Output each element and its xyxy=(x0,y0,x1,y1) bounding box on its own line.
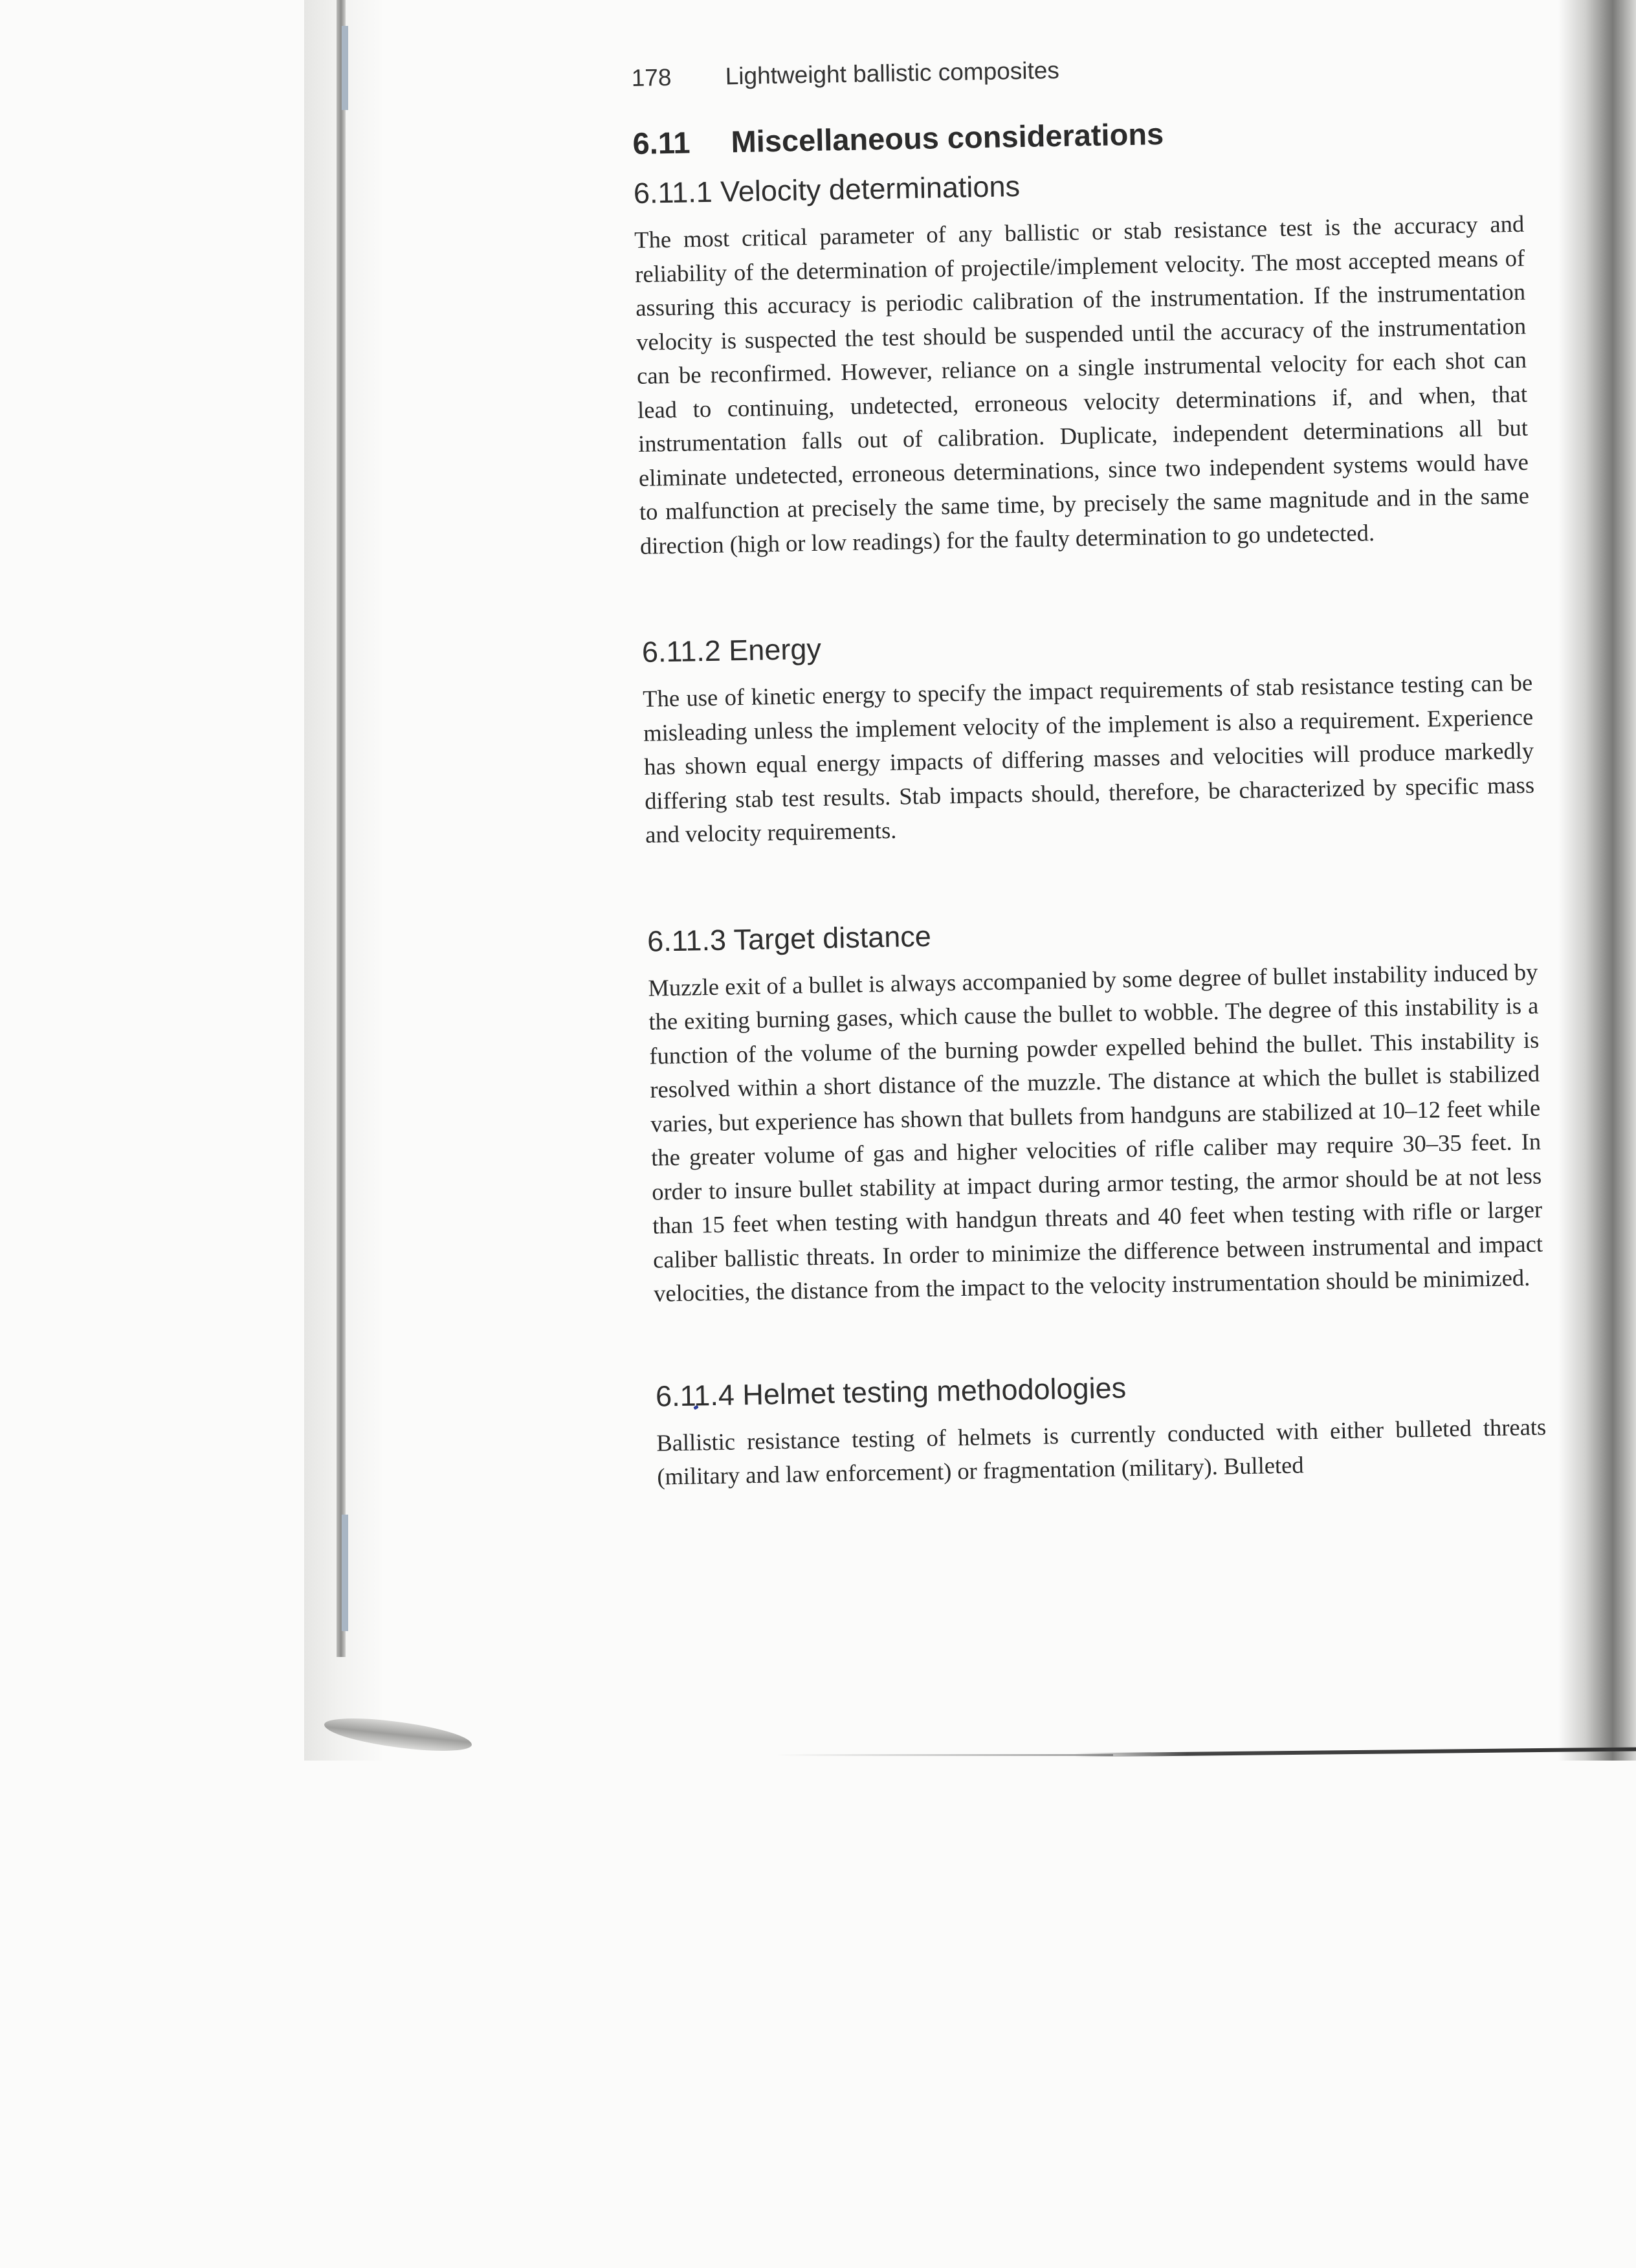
page-bottom-edge xyxy=(1074,1747,1636,1757)
body-paragraph: Ballistic resistance testing of helmets is currently conducted with either bulleted threats (military and law enforcement) or fragmentation (military). Bulleted xyxy=(656,1412,1547,1490)
section-number: 6.11 xyxy=(632,125,691,161)
binding-tint xyxy=(342,26,348,110)
subsection-heading: 6.11.3 Target distance xyxy=(647,919,932,958)
binding-edge xyxy=(337,0,346,1657)
running-head xyxy=(631,49,1521,92)
section-heading xyxy=(632,109,1523,161)
subsection-heading: 6.11.1 Velocity determinations xyxy=(633,170,1021,210)
body-paragraph: The use of kinetic energy to specify the impact requirements of stab resistance testing can be misleading unless the implement velocity of the implement is also a requirement. Experience has shown equal energy impacts of differing masses and velocities will produce markedly differing stab test results. Stab impacts should, therefore, be characterized by specific mass and velocity requirements. xyxy=(642,669,1535,848)
page-right-edge xyxy=(1558,0,1636,1761)
section-title: Miscellaneous considerations xyxy=(731,116,1164,159)
subsection-heading: 6.11.2 Energy xyxy=(641,632,822,669)
book-title: Lightweight ballistic composites xyxy=(725,56,1060,90)
subsection-heading: 6.11.4 Helmet testing methodologies xyxy=(655,1370,1127,1413)
book-page xyxy=(631,36,1547,1494)
page-bottom-edge xyxy=(777,1754,1113,1756)
page-number: 178 xyxy=(631,63,672,91)
body-paragraph: Muzzle exit of a bullet is always accompanied by some degree of bullet instability induced by the exiting burning gases, which cause the bullet to wobble. The degree of this instability is a function of the volume of the burning powder expelled behind the bullet. This instability is resolved within a short distance of the muzzle. The distance at which the bullet is stabilized varies, but experience has shown that bullets from handguns are stabilized at 10–12 feet while the greater volume of gas and higher velocities of rifle caliber may require 30–35 feet. In order to insure bullet stability at impact during armor testing, the armor should be at not less than 15 feet when testing with handgun threats and 40 feet when testing with rifle or larger caliber ballistic threats. In order to minimize the difference between instrumental and impact velocities, the distance from the impact to the velocity instrumentation should be minimized. xyxy=(648,958,1543,1307)
body-paragraph: The most critical parameter of any ballistic or stab resistance test is the accuracy and reliability of the determination of projectile/implement velocity. The most accepted means of assuring this accuracy is periodic calibration of the instrumentation. If the instrumentation velocity is suspected the test should be suspended until the accuracy of the instrumentation can be reconfirmed. However, reliance on a single instrumental velocity for each shot can lead to continuing, undetected, erroneous velocity determinations if, and when, that instrumentation falls out of calibration. Duplicate, independent determinations all but eliminate undetected, erroneous determinations, since two independent systems would have to malfunction at precisely the same time, by precisely the same magnitude and in the same direction (high or low readings) for the faulty determination to go undetected. xyxy=(634,210,1530,559)
binding-tint xyxy=(342,1515,348,1631)
